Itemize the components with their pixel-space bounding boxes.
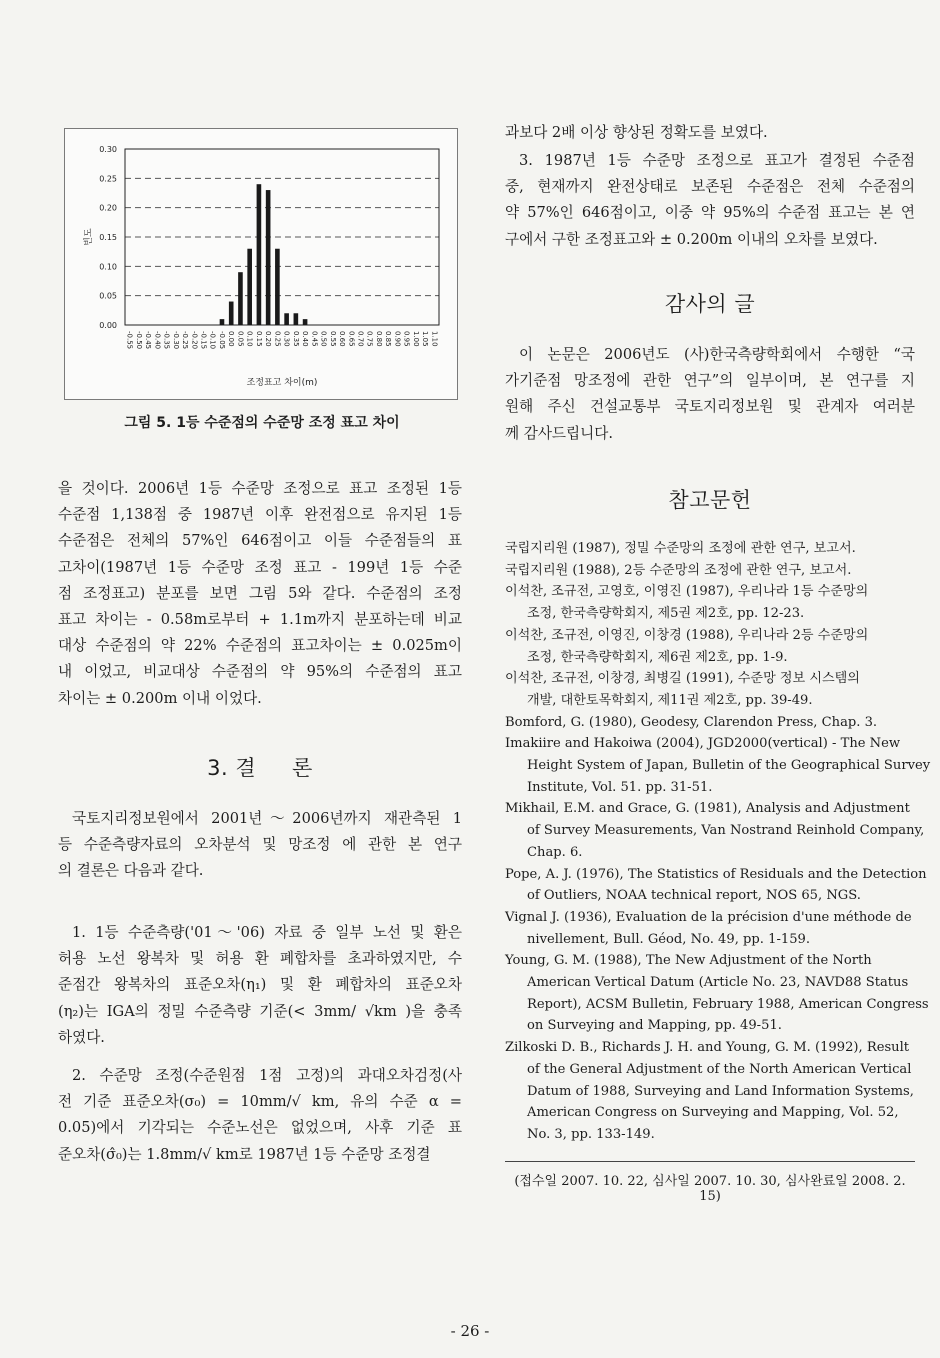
bar bbox=[266, 190, 271, 325]
reference-line: Chap. 6. bbox=[527, 844, 583, 860]
right-paragraph-1 bbox=[505, 120, 915, 146]
figure-5-chart bbox=[64, 128, 458, 400]
x-tick-label: 0.20 bbox=[264, 331, 273, 347]
text-line: 준오차(σ̂₀)는 1.8mm/√ km로 1987년 1등 수준망 조정결 bbox=[58, 1145, 431, 1163]
text-line: 구에서 구한 조정표고와 ± 0.200m 이내의 오차를 보였다. bbox=[505, 230, 878, 248]
reference-line: 이석찬, 조규전, 고영호, 이영진 (1987), 우리나라 1등 수준망의 bbox=[505, 584, 869, 600]
text-line: 0.05)에서 기각되는 수준노선은 없었으며, 사후 기준 표 bbox=[58, 1119, 462, 1137]
reference-line: Young, G. M. (1988), The New Adjustment of the North bbox=[505, 953, 872, 969]
section-heading-conclusion: 3. 결 론 bbox=[207, 756, 313, 780]
reference-item bbox=[505, 950, 929, 1037]
text-line: 표고 차이는 - 0.58m로부터 + 1.1m까지 분포하는데 비교 bbox=[58, 611, 462, 629]
left-paragraph-4 bbox=[58, 1063, 462, 1168]
text-line: 중, 현재까지 완전상태로 보존된 수준점은 전체 수준점의 bbox=[505, 178, 915, 196]
x-tick-label: -0.25 bbox=[181, 331, 190, 350]
y-axis-label: 빈도 bbox=[84, 228, 94, 246]
reference-item bbox=[505, 560, 915, 582]
bar bbox=[303, 319, 308, 325]
text-line: 점 조정표고) 분포를 보면 그림 5와 같다. 수준점의 조정 bbox=[58, 584, 462, 602]
text-line: (η₂)는 IGA의 정밀 수준측량 기준(< 3mm/ √km )을 충족 bbox=[58, 1002, 462, 1020]
bar bbox=[220, 319, 225, 325]
reference-line: Institute, Vol. 51. pp. 31-51. bbox=[527, 779, 713, 795]
left-paragraph-2 bbox=[58, 806, 462, 885]
reference-line: Datum of 1988, Surveying and Land Information Systems, bbox=[527, 1083, 914, 1099]
reference-line: 이석찬, 조규전, 이창경, 최병길 (1991), 수준망 정보 시스템의 bbox=[505, 671, 860, 687]
x-tick-label: 0.70 bbox=[356, 331, 365, 347]
bar bbox=[257, 184, 262, 325]
text-line: 께 감사드립니다. bbox=[505, 424, 613, 442]
reference-item bbox=[505, 538, 915, 560]
text-line: 과보다 2배 이상 향상된 정확도를 보였다. bbox=[505, 124, 768, 141]
reference-line: 개발, 대한토목학회지, 제11권 제2호, pp. 39-49. bbox=[527, 692, 813, 708]
reference-line: 조정, 한국측량학회지, 제6권 제2호, pp. 1-9. bbox=[527, 649, 788, 665]
x-tick-label: -0.05 bbox=[217, 331, 226, 350]
text-line: 가기준점 망조정에 관한 연구”의 일부이며, 본 연구를 지 bbox=[505, 372, 915, 390]
reference-line: Report), ACSM Bulletin, February 1988, American Congress bbox=[527, 996, 929, 1012]
acknowledgement-paragraph bbox=[505, 342, 915, 447]
x-tick-label: 0.85 bbox=[384, 331, 393, 347]
reference-item bbox=[505, 625, 915, 668]
x-tick-label: 1.00 bbox=[411, 331, 420, 347]
reference-line: of Survey Measurements, Van Nostrand Reinhold Company, bbox=[527, 823, 925, 839]
text-line: 1. 1등 수준측량('01～'06) 자료 중 일부 노선 및 환은 bbox=[72, 924, 462, 941]
reference-line: on Surveying and Mapping, pp. 49-51. bbox=[527, 1018, 782, 1034]
x-tick-label: 0.05 bbox=[236, 331, 245, 347]
x-tick-label: -0.20 bbox=[190, 331, 199, 350]
reference-line: Vignal J. (1936), Evaluation de la précision d'une méthode de bbox=[505, 909, 912, 925]
bar bbox=[275, 249, 280, 325]
text-line: 국토지리정보원에서 2001년～2006년까지 재관측된 1 bbox=[72, 810, 462, 827]
x-tick-label: 0.00 bbox=[227, 331, 236, 347]
bar bbox=[238, 272, 243, 325]
text-line: 수준점은 전체의 57%인 646점이고 이들 수준점들의 표 bbox=[58, 532, 462, 550]
references-heading: 참고문헌 bbox=[668, 488, 752, 512]
reference-item bbox=[505, 798, 925, 863]
x-tick-label: -0.50 bbox=[134, 331, 143, 350]
x-tick-label: 0.10 bbox=[245, 331, 254, 347]
reference-line: of Outliers, NOAA technical report, NOS 65, NGS. bbox=[527, 888, 861, 904]
bar bbox=[247, 249, 252, 325]
reference-line: Height System of Japan, Bulletin of the Geographical Survey bbox=[527, 758, 931, 774]
x-tick-label: -0.55 bbox=[125, 331, 134, 350]
x-tick-label: -0.40 bbox=[153, 331, 162, 350]
x-tick-label: 0.95 bbox=[402, 331, 411, 347]
text-line: 고차이(1987년 1등 수준망 조정 표고 - 199년 1등 수준 bbox=[58, 558, 462, 576]
y-tick-label: 0.05 bbox=[99, 291, 117, 301]
x-tick-label: -0.15 bbox=[199, 331, 208, 350]
text-line: 차이는 ± 0.200m 이내 이었다. bbox=[58, 689, 262, 707]
reference-item bbox=[505, 733, 931, 798]
text-line: 을 것이다. 2006년 1등 수준망 조정으로 표고 조정된 1등 bbox=[58, 480, 462, 497]
reference-list bbox=[505, 538, 931, 1146]
text-line: 전 기준 표준오차(σ₀) = 10mm/√ km, 유의 수준 α = bbox=[58, 1093, 462, 1111]
x-tick-label: 0.65 bbox=[347, 331, 356, 347]
x-tick-label: -0.35 bbox=[162, 331, 171, 350]
y-tick-label: 0.00 bbox=[99, 321, 117, 330]
reference-line: No. 3, pp. 133-149. bbox=[527, 1126, 655, 1142]
reference-item bbox=[505, 864, 927, 907]
reference-line: Mikhail, E.M. and Grace, G. (1981), Analysis and Adjustment bbox=[505, 801, 910, 817]
text-line: 허용 노선 왕복차 및 허용 환 폐합차를 초과하였지만, 수 bbox=[58, 950, 462, 968]
x-tick-label: -0.45 bbox=[144, 331, 153, 350]
x-tick-label: 0.40 bbox=[301, 331, 310, 347]
x-tick-label: 0.80 bbox=[374, 331, 383, 347]
right-paragraph-2 bbox=[505, 148, 915, 253]
bar bbox=[284, 313, 289, 325]
plot-frame bbox=[125, 149, 439, 325]
reference-item bbox=[505, 668, 915, 711]
x-tick-label: 0.30 bbox=[282, 331, 291, 347]
x-tick-label: 0.35 bbox=[291, 331, 300, 347]
reference-item bbox=[505, 907, 915, 950]
reference-line: American Congress on Surveying and Mapping, Vol. 52, bbox=[527, 1105, 899, 1121]
text-line: 수준점 1,138점 중 1987년 이후 완전점으로 유지된 1등 bbox=[58, 506, 462, 524]
text-line: 내 이었고, 비교대상 수준점의 약 95%의 수준점의 표고 bbox=[58, 663, 462, 681]
text-line: 원해 주신 건설교통부 국토지리정보원 및 관계자 여러분 bbox=[505, 398, 915, 416]
x-tick-label: 0.60 bbox=[338, 331, 347, 347]
text-line: 3. 1987년 1등 수준망 조정으로 표고가 결정된 수준점 bbox=[519, 152, 915, 169]
y-tick-label: 0.25 bbox=[99, 174, 117, 184]
x-tick-label: 0.55 bbox=[328, 331, 337, 347]
reference-line: Zilkoski D. B., Richards J. H. and Young, G. M. (1992), Result bbox=[505, 1040, 910, 1056]
reference-line: nivellement, Bull. Géod, No. 49, pp. 1-159. bbox=[527, 931, 811, 947]
reference-line: 이석찬, 조규전, 이영진, 이창경 (1988), 우리나라 2등 수준망의 bbox=[505, 627, 869, 643]
x-tick-label: 1.10 bbox=[430, 331, 439, 347]
x-tick-label: 0.75 bbox=[365, 331, 374, 347]
text-line: 약 57%인 646점이고, 이중 약 95%의 수준점 표고는 본 연 bbox=[505, 204, 915, 222]
figure-caption: 그림 5. 1등 수준점의 수준망 조정 표고 차이 bbox=[124, 415, 400, 431]
text-line: 이 논문은 2006년도 (사)한국측량학회에서 수행한 “국 bbox=[519, 346, 915, 363]
x-tick-label: -0.30 bbox=[171, 331, 180, 350]
y-tick-label: 0.15 bbox=[99, 233, 117, 242]
divider bbox=[505, 1161, 915, 1162]
reference-line: of the General Adjustment of the North American Vertical bbox=[527, 1061, 912, 1077]
reference-line: Imakiire and Hakoiwa (2004), JGD2000(vertical) - The New bbox=[505, 736, 901, 752]
left-paragraph-1 bbox=[58, 476, 462, 712]
x-axis-label: 조정표고 차이(m) bbox=[246, 378, 318, 388]
x-tick-label: 0.25 bbox=[273, 331, 282, 347]
receipt-dates: (접수일 2007. 10. 22, 심사일 2007. 10. 30, 심사완료일 2008. 2. 15) bbox=[514, 1174, 906, 1204]
reference-line: Pope, A. J. (1976), The Statistics of Residuals and the Detection bbox=[505, 866, 927, 882]
reference-item bbox=[505, 712, 915, 734]
text-line: 하였다. bbox=[58, 1028, 105, 1046]
y-tick-label: 0.20 bbox=[99, 203, 117, 213]
x-tick-label: 0.15 bbox=[254, 331, 263, 347]
y-tick-label: 0.10 bbox=[99, 262, 117, 272]
page-number: - 26 - bbox=[450, 1322, 490, 1340]
x-tick-label: 0.45 bbox=[310, 331, 319, 347]
reference-line: American Vertical Datum (Article No. 23, NAVD88 Status bbox=[527, 975, 909, 991]
bar-chart bbox=[65, 129, 457, 399]
text-line: 등 수준측량자료의 오차분석 및 망조정 에 관한 본 연구 bbox=[58, 836, 462, 854]
x-tick-label: 0.90 bbox=[393, 331, 402, 347]
acknowledgement-heading: 감사의 글 bbox=[664, 292, 756, 316]
x-tick-label: 0.50 bbox=[319, 331, 328, 347]
reference-item bbox=[505, 1037, 915, 1146]
left-paragraph-3 bbox=[58, 920, 462, 1051]
text-line: 의 결론은 다음과 같다. bbox=[58, 862, 204, 880]
bar bbox=[294, 313, 299, 325]
reference-line: 국립지리원 (1987), 정밀 수준망의 조정에 관한 연구, 보고서. bbox=[505, 541, 856, 556]
x-tick-label: -0.10 bbox=[208, 331, 217, 350]
reference-line: Bomford, G. (1980), Geodesy, Clarendon Press, Chap. 3. bbox=[505, 714, 878, 730]
y-tick-label: 0.30 bbox=[99, 145, 117, 154]
reference-item bbox=[505, 581, 915, 624]
text-line: 2. 수준망 조정(수준원점 1점 고정)의 과대오차검정(사 bbox=[72, 1067, 462, 1084]
text-line: 대상 수준점의 약 22% 수준점의 표고차이는 ± 0.025m이 bbox=[58, 637, 462, 655]
reference-line: 국립지리원 (1988), 2등 수준망의 조정에 관한 연구, 보고서. bbox=[505, 562, 852, 578]
bar bbox=[229, 302, 234, 325]
x-tick-label: 1.05 bbox=[421, 331, 430, 347]
text-line: 준점간 왕복차의 표준오차(η₁) 및 환 폐합차의 표준오차 bbox=[58, 976, 462, 994]
reference-line: 조정, 한국측량학회지, 제5권 제2호, pp. 12-23. bbox=[527, 606, 805, 622]
